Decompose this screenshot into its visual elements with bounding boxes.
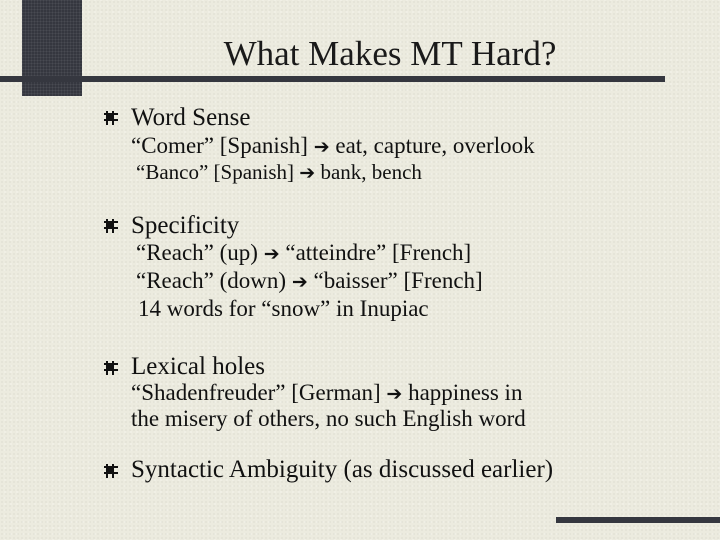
bullet-heading-specificity: Specificity <box>131 212 240 239</box>
example-target: happiness in <box>402 380 523 405</box>
example-target: bank, bench <box>315 160 422 184</box>
example-source: “Reach” (down) <box>136 268 292 293</box>
bullet-icon <box>103 218 119 234</box>
example-source: “Reach” (up) <box>136 240 264 265</box>
example-line <box>136 240 471 267</box>
example-text: the misery of others, no such English word <box>131 406 526 431</box>
example-line <box>136 160 422 185</box>
arrow-icon: ➔ <box>313 136 330 158</box>
example-line <box>136 268 483 295</box>
example-target: “atteindre” [French] <box>279 240 472 265</box>
bullet-icon <box>103 463 119 479</box>
bullet-heading-word-sense: Word Sense <box>131 104 251 131</box>
title-rule <box>0 76 665 82</box>
arrow-icon: ➔ <box>263 243 280 265</box>
example-line <box>131 406 526 432</box>
arrow-icon: ➔ <box>291 271 308 293</box>
example-line <box>131 380 522 407</box>
bottom-rule <box>556 517 720 523</box>
slide-title: What Makes MT Hard? <box>223 34 557 73</box>
bullet-icon <box>103 110 119 126</box>
example-target: “baisser” [French] <box>307 268 483 293</box>
example-text: 14 words for “snow” in Inupiac <box>138 296 429 321</box>
arrow-icon: ➔ <box>299 162 316 184</box>
example-line <box>131 133 535 160</box>
bullet-heading-syntactic-ambiguity: Syntactic Ambiguity (as discussed earlier) <box>131 456 554 483</box>
example-target: eat, capture, overlook <box>329 133 535 158</box>
example-line <box>138 296 429 322</box>
example-source: “Shadenfreuder” [German] <box>131 380 387 405</box>
example-source: “Banco” [Spanish] <box>136 160 300 184</box>
arrow-icon: ➔ <box>386 383 403 405</box>
example-source: “Comer” [Spanish] <box>131 133 314 158</box>
bullet-icon <box>103 360 119 376</box>
bullet-heading-lexical-holes: Lexical holes <box>131 353 265 380</box>
